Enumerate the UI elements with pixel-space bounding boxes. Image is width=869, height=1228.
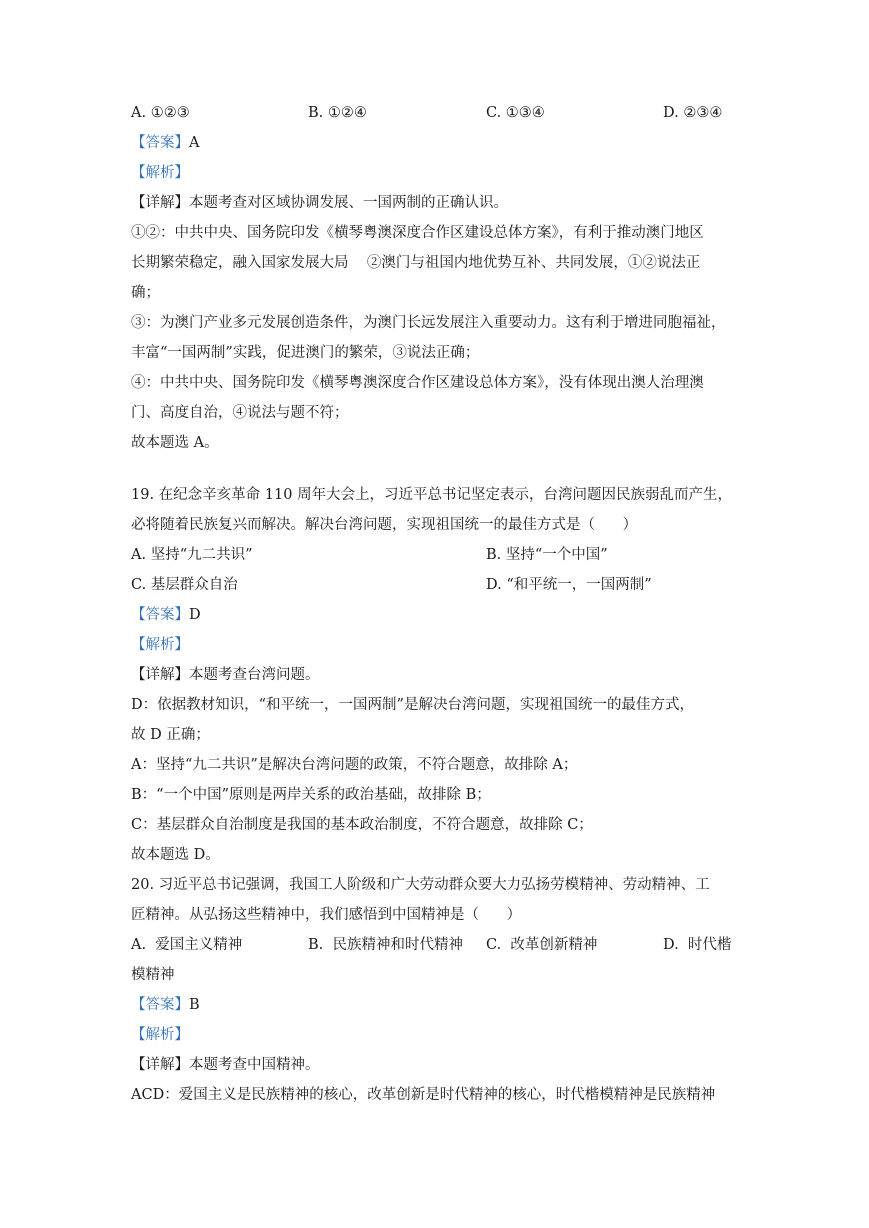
q18-detail-line: 【详解】本题考查对区域协调发展、一国两制的正确认识。 — [131, 195, 508, 211]
detail-label: 【详解】 — [131, 667, 189, 683]
q18-detail-line: 确； — [131, 285, 160, 301]
answer-label: 【答案】 — [131, 135, 189, 151]
q20-option-b: B. 民族精神和时代精神 — [308, 937, 463, 953]
q19-detail-line: B：“一个中国”原则是两岸关系的政治基础，故排除 B； — [131, 787, 491, 803]
q19-option-d: D. “和平统一，一国两制” — [486, 577, 652, 593]
q19-options-row-1 — [131, 540, 738, 570]
answer-value: D — [189, 607, 201, 623]
q20-options-row — [131, 930, 738, 960]
q20-option-c: C. 改革创新精神 — [486, 937, 598, 953]
q20-option-d: D. 时代楷 — [663, 937, 732, 953]
q18-detail-line: 丰富“一国两制”实践，促进澳门的繁荣，③说法正确； — [131, 345, 480, 361]
q18-detail-line: 门、高度自治，④说法与题不符； — [131, 405, 349, 421]
answer-label: 【答案】 — [131, 997, 189, 1013]
q20-option-a: A. 爱国主义精神 — [131, 937, 243, 953]
answer-value: A — [189, 135, 200, 151]
q20-answer — [131, 990, 738, 1020]
q18-analysis — [131, 158, 738, 188]
q19-options-row-2 — [131, 570, 738, 600]
q20-stem-line: 20. 习近平总书记强调，我国工人阶级和广大劳动群众要大力弘扬劳模精神、劳动精神、工 — [131, 877, 710, 893]
q18-detail-line: ④：中共中央、国务院印发《横琴粤澳深度合作区建设总体方案》，没有体现出澳人治理澳 — [131, 375, 704, 391]
q18-conclusion: 故本题选 A。 — [131, 435, 219, 451]
q19-stem-line: 19. 在纪念辛亥革命 110 周年大会上，习近平总书记坚定表示，台湾问题因民族弱乱而产生， — [131, 487, 733, 503]
q20-stem-line: 匠精神。从弘扬这些精神中，我们感悟到中国精神是（ ） — [131, 907, 522, 923]
q18-option-a: A. ①②③ — [131, 105, 190, 121]
document-page — [131, 98, 738, 1110]
q18-detail-line: ①②：中共中央、国务院印发《横琴粤澳深度合作区建设总体方案》，有利于推动澳门地区 — [131, 225, 704, 241]
q20-option-d-continued: 模精神 — [131, 967, 175, 983]
q20-detail-line: ACD：爱国主义是民族精神的核心，改革创新是时代精神的核心，时代楷模精神是民族精神 — [131, 1087, 716, 1103]
q18-option-c: C. ①③④ — [486, 105, 545, 121]
q19-option-b: B. 坚持“一个中国” — [486, 547, 608, 563]
q20-analysis — [131, 1020, 738, 1050]
analysis-label: 【解析】 — [131, 1027, 189, 1043]
q19-option-a: A. 坚持“九二共识” — [131, 547, 253, 563]
q19-detail-line: A：坚持“九二共识”是解决台湾问题的政策，不符合题意，故排除 A； — [131, 757, 578, 773]
q18-options-row — [131, 98, 738, 128]
q19-conclusion: 故本题选 D。 — [131, 847, 220, 863]
q19-option-c: C. 基层群众自治 — [131, 577, 238, 593]
q19-stem-line: 必将随着民族复兴而解决。解决台湾问题，实现祖国统一的最佳方式是（ ） — [131, 517, 638, 533]
q19-analysis — [131, 630, 738, 660]
q19-detail-line: 故 D 正确； — [131, 727, 210, 743]
analysis-label: 【解析】 — [131, 637, 189, 653]
detail-label: 【详解】 — [131, 1057, 189, 1073]
detail-label: 【详解】 — [131, 195, 189, 211]
q19-detail-line: C：基层群众自治制度是我国的基本政治制度，不符合题意，故排除 C； — [131, 817, 593, 833]
q18-answer — [131, 128, 738, 158]
answer-value: B — [189, 997, 200, 1013]
q18-detail-line: ③：为澳门产业多元发展创造条件，为澳门长远发展注入重要动力。这有利于增进同胞福祉， — [131, 315, 726, 331]
answer-label: 【答案】 — [131, 607, 189, 623]
analysis-label: 【解析】 — [131, 165, 189, 181]
q20-detail-line: 【详解】本题考查中国精神。 — [131, 1057, 320, 1073]
q19-detail-line: D：依据教材知识，“和平统一，一国两制”是解决台湾问题，实现祖国统一的最佳方式， — [131, 697, 694, 713]
q19-detail-line: 【详解】本题考查台湾问题。 — [131, 667, 320, 683]
q19-answer — [131, 600, 738, 630]
q18-option-d: D. ②③④ — [663, 105, 723, 121]
q18-option-b: B. ①②④ — [308, 105, 367, 121]
q18-detail-line: 长期繁荣稳定，融入国家发展大局 ②澳门与祖国内地优势互补、共同发展，①②说法正 — [131, 255, 701, 271]
